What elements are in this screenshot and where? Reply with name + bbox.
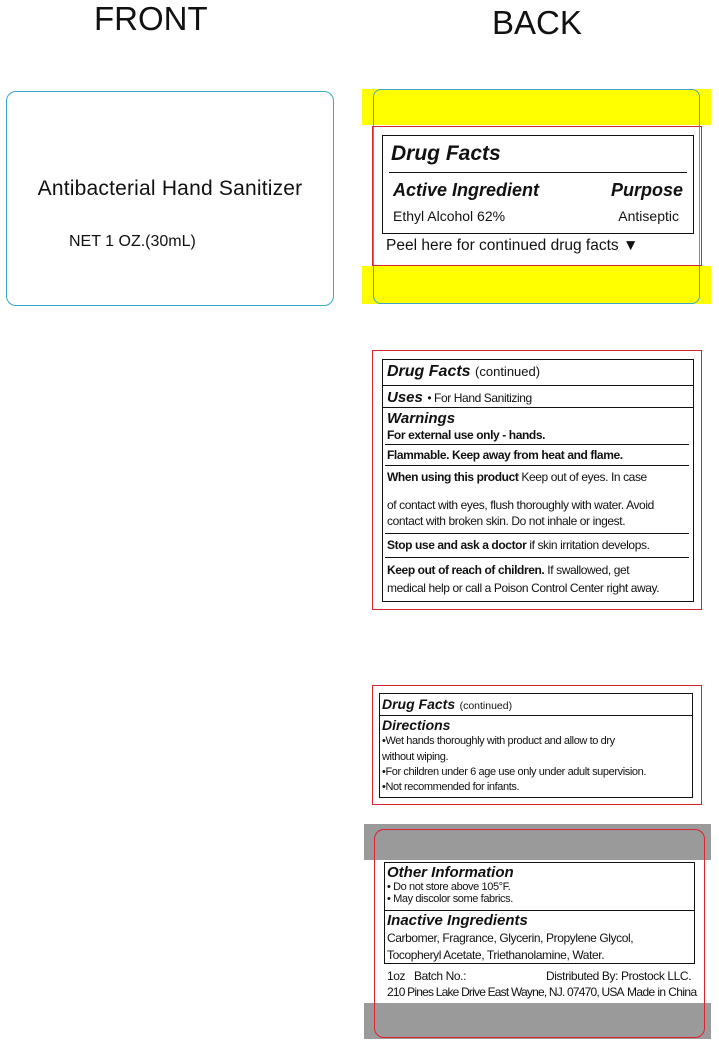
stop-use-text: if skin irritation develops. — [529, 538, 650, 552]
uses-label: Uses — [387, 389, 423, 406]
product-name: Antibacterial Hand Sanitizer — [37, 177, 303, 200]
divider — [385, 444, 689, 445]
divider — [385, 465, 689, 466]
when-using-text2: of contact with eyes, flush thoroughly with water. Avoid — [387, 498, 654, 512]
other-info-line2: • May discolor some fabrics. — [387, 893, 513, 905]
drug-facts-title: Drug Facts — [387, 363, 471, 380]
made-in: Made in China — [627, 985, 697, 999]
inactive-ingredients-label: Inactive Ingredients — [387, 912, 528, 929]
purpose-value: Antiseptic — [618, 208, 679, 224]
distributed-by: Distributed By: Prostock LLC. — [546, 969, 692, 983]
divider — [389, 172, 687, 173]
keep-out-text1: If swallowed, get — [547, 563, 630, 577]
other-info-line1: • Do not store above 105°F. — [387, 881, 511, 893]
address: 210 Pines Lake Drive East Wayne, NJ. 07470, USA — [387, 985, 624, 999]
divider — [380, 715, 692, 716]
drug-facts-box — [382, 135, 694, 234]
directions-line4: •Not recommended for infants. — [382, 781, 520, 793]
when-using-line1 — [387, 470, 647, 484]
inactive-line2: Tocopheryl Acetate, Triethanolamine, Water. — [387, 948, 605, 962]
drug-facts-title: Drug Facts — [391, 142, 501, 165]
active-ingredient-header: Active Ingredient — [393, 180, 540, 200]
directions-label: Directions — [382, 717, 451, 733]
directions-line3: •For children under 6 age use only under adult supervision. — [382, 766, 646, 778]
other-info-box — [384, 862, 695, 964]
drug-facts-title: Drug Facts — [382, 696, 456, 712]
stop-use-label: Stop use and ask a doctor — [387, 538, 527, 552]
directions-line2: without wiping. — [382, 751, 449, 763]
directions-box — [379, 693, 693, 798]
stop-use-line — [387, 538, 650, 552]
panel3-title-line — [382, 696, 512, 714]
back-heading: BACK — [492, 4, 582, 41]
net-quantity: NET 1 OZ.(30mL) — [69, 233, 196, 250]
keep-out-text2: medical help or call a Poison Control Center right away. — [387, 581, 660, 595]
divider — [385, 557, 689, 558]
uses-line — [387, 389, 532, 407]
when-using-label: When using this product — [387, 470, 519, 484]
front-heading: FRONT — [94, 0, 208, 37]
flammable-text: Flammable. Keep away from heat and flame. — [387, 448, 623, 462]
divider — [385, 910, 694, 911]
directions-line1: •Wet hands thoroughly with product and allow to dry — [382, 735, 615, 747]
divider — [385, 533, 689, 534]
purpose-header: Purpose — [610, 180, 683, 200]
uses-text: • For Hand Sanitizing — [427, 391, 532, 405]
keep-out-label: Keep out of reach of children. — [387, 563, 545, 577]
keep-out-line1 — [387, 563, 629, 577]
when-using-text1: Keep out of eyes. In case — [521, 470, 647, 484]
batch-text: Batch No.: — [414, 969, 467, 983]
drug-facts-continued-box — [382, 359, 694, 602]
panel2-title-line — [387, 363, 540, 381]
external-use-text: For external use only - hands. — [387, 428, 546, 442]
active-ingredient-value: Ethyl Alcohol 62% — [393, 208, 506, 224]
peel-instruction: Peel here for continued drug facts ▼ — [386, 237, 639, 254]
size-text: 1oz — [387, 969, 406, 983]
continued-label: (continued) — [459, 700, 513, 712]
divider — [383, 407, 693, 408]
divider — [383, 385, 693, 386]
warnings-label: Warnings — [387, 410, 456, 427]
when-using-text3: contact with broken skin. Do not inhale or ingest. — [387, 514, 626, 528]
front-label — [6, 91, 334, 306]
other-information-label: Other Information — [387, 864, 514, 881]
inactive-line1: Carbomer, Fragrance, Glycerin, Propylene Glycol, — [387, 931, 634, 945]
continued-label: (continued) — [475, 364, 541, 379]
